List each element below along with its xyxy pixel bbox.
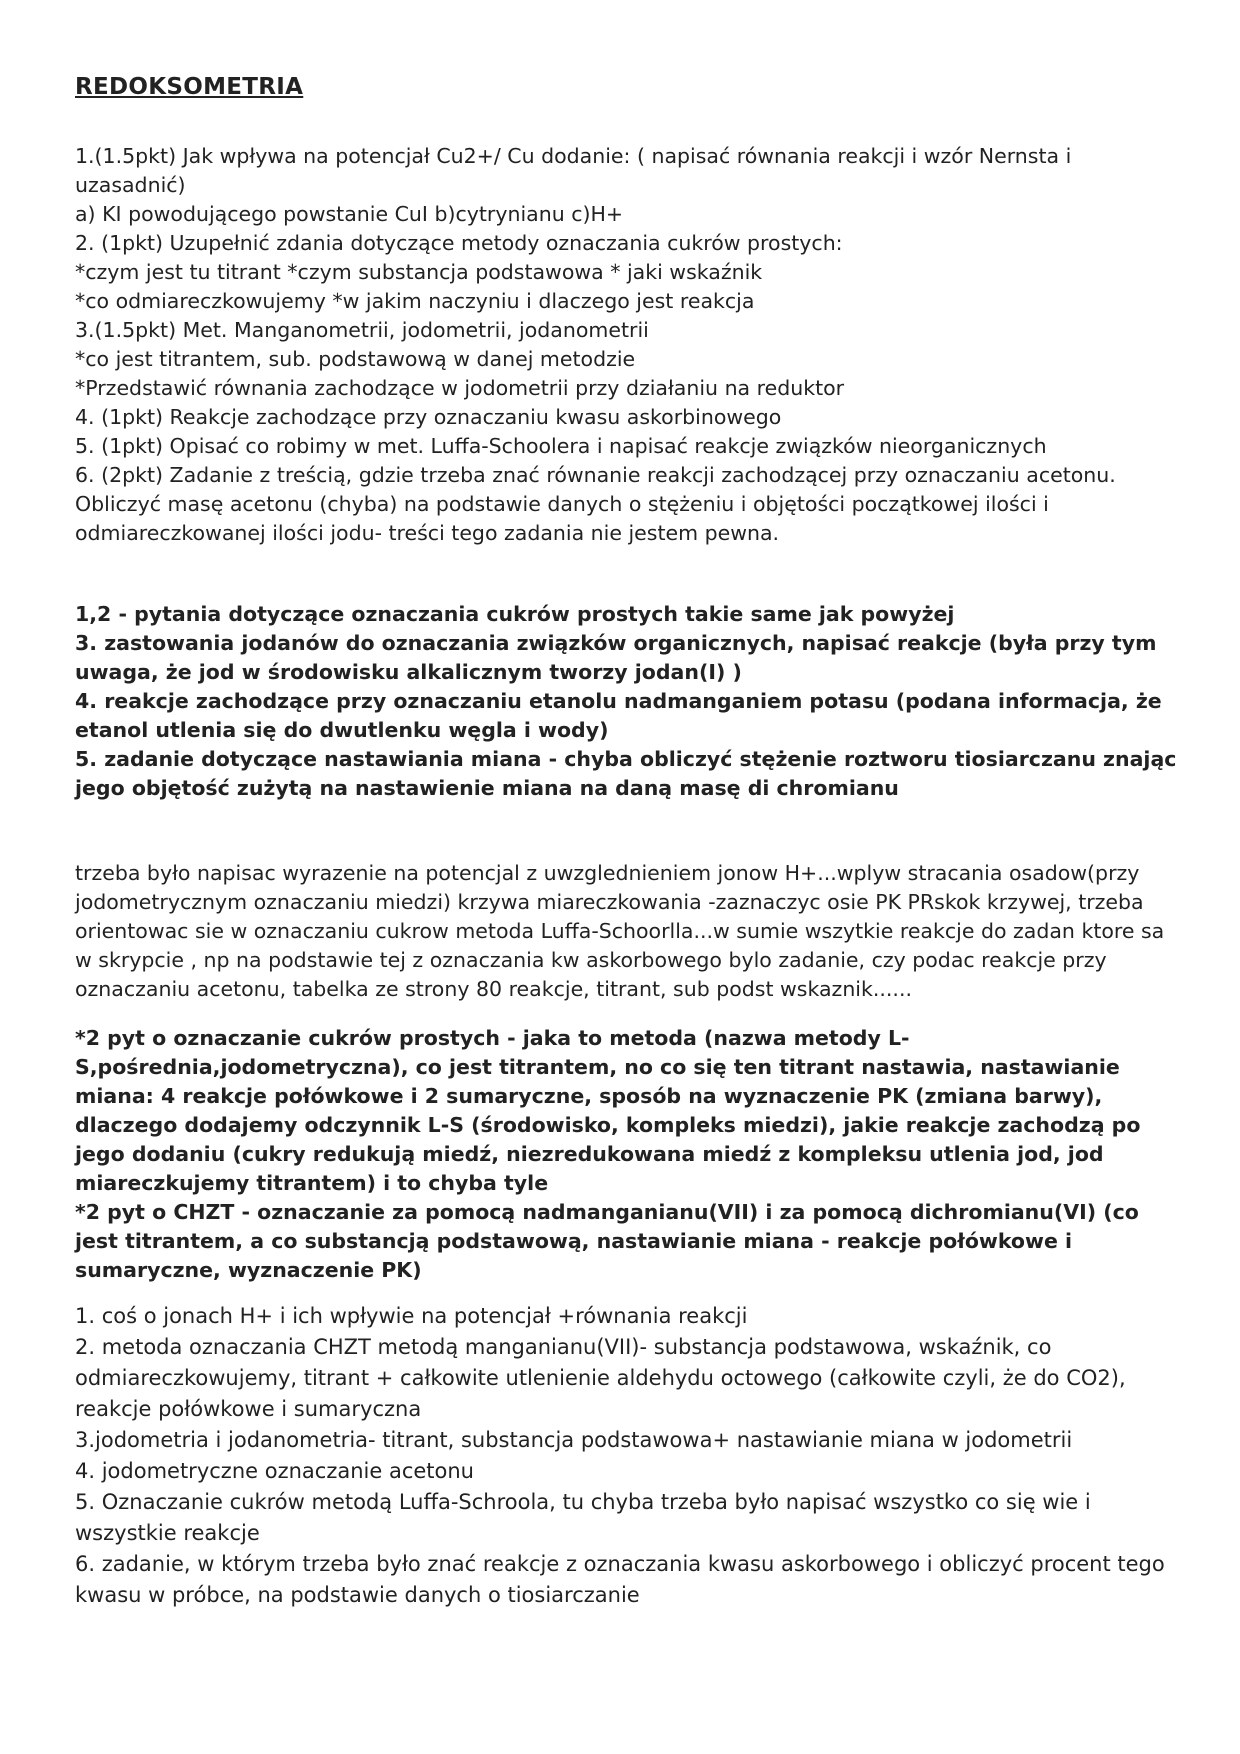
question-line: 4. reakcje zachodzące przy oznaczaniu etanolu nadmanganiem potasu (podana informacja, że etanol utlenia się do dwutlenku węgla i wody) — [75, 689, 1162, 742]
question-line: 2. (1pkt) Uzupełnić zdania dotyczące metody oznaczania cukrów prostych: — [75, 231, 843, 255]
exam-notes-paragraph — [75, 859, 1180, 1004]
question-line: 4. jodometryczne oznaczanie acetonu — [75, 1459, 474, 1483]
question-line: 6. (2pkt) Zadanie z treścią, gdzie trzeba znać równanie reakcji zachodzącej przy oznaczaniu acetonu. Obliczyć masę acetonu (chyba) na podstawie danych o stężeniu i objętości początkowej ilości i odmiareczkowanej ilości jodu- treści tego zadania nie jestem pewna. — [75, 463, 1116, 545]
question-line: 2. metoda oznaczania CHZT metodą manganianu(VII)- substancja podstawowa, wskaźnik, co odmiareczkowujemy, titrant + całkowite utlenienie aldehydu octowego (całkowite czyli, że do CO2), reakcje połówkowe i sumaryczna — [75, 1335, 1126, 1421]
question-line: 4. (1pkt) Reakcje zachodzące przy oznaczaniu kwasu askorbinowego — [75, 405, 782, 429]
exam-questions-list-1 — [75, 142, 1180, 548]
question-line: a) KI powodującego powstanie CuI b)cytrynianu c)H+ — [75, 202, 624, 226]
question-line: *2 pyt o oznaczanie cukrów prostych - jaka to metoda (nazwa metody L-S,pośrednia,jodometryczna), co jest titrantem, no co się ten titrant nastawia, nastawianie miana: 4 reakcje połówkowe i 2 sumaryczne, sposób na wyznaczenie PK (zmiana barwy), dlaczego dodajemy odczynnik L-S (środowisko, kompleks miedzi), jakie reakcje zachodzą po jego dodaniu (cukry redukują miedź, niezredukowana miedź z kompleksu utlenia jod, jod miareczkujemy titrantem) i to chyba tyle — [75, 1026, 1141, 1195]
question-line: 1,2 - pytania dotyczące oznaczania cukrów prostych takie same jak powyżej — [75, 602, 955, 626]
question-line: 3. zastowania jodanów do oznaczania związków organicznych, napisać reakcje (była przy tym uwaga, że jod w środowisku alkalicznym tworzy jodan(I) ) — [75, 631, 1157, 684]
question-line: 1.(1.5pkt) Jak wpływa na potencjał Cu2+/ Cu dodanie: ( napisać równania reakcji i wzór Nernsta i uzasadnić) — [75, 144, 1072, 197]
question-line: 1. coś o jonach H+ i ich wpływie na potencjał +równania reakcji — [75, 1304, 748, 1328]
document-title: REDOKSOMETRIA — [75, 74, 304, 100]
exam-questions-list-5 — [75, 1301, 1180, 1611]
question-line: *2 pyt o CHZT - oznaczanie za pomocą nadmanganianu(VII) i za pomocą dichromianu(VI) (co jest titrantem, a co substancją podstawową, nastawianie miana - reakcje połówkowe i sumaryczne, wyznaczenie PK) — [75, 1200, 1139, 1282]
question-line: 5. zadanie dotyczące nastawiania miana - chyba obliczyć stężenie roztworu tiosiarczanu znając jego objętość zużytą na nastawienie miana na daną masę di chromianu — [75, 747, 1177, 800]
question-line: 3.jodometria i jodanometria- titrant, substancja podstawowa+ nastawianie miana w jodometrii — [75, 1428, 1073, 1452]
question-line: 6. zadanie, w którym trzeba było znać reakcje z oznaczania kwasu askorbowego i obliczyć procent tego kwasu w próbce, na podstawie danych o tiosiarczanie — [75, 1552, 1165, 1607]
question-line: 5. Oznaczanie cukrów metodą Luffa-Schroola, tu chyba trzeba było napisać wszystko co się wie i wszystkie reakcje — [75, 1490, 1091, 1545]
exam-questions-list-2 — [75, 600, 1180, 803]
question-line: *co jest titrantem, sub. podstawową w danej metodzie — [75, 347, 636, 371]
question-line: *co odmiareczkowujemy *w jakim naczyniu i dlaczego jest reakcja — [75, 289, 755, 313]
exam-questions-list-4 — [75, 1024, 1180, 1285]
notes-text: trzeba było napisac wyrazenie na potencjal z uwzglednieniem jonow H+...wplyw stracania osadow(przy jodometrycznym oznaczaniu miedzi) krzywa miareczkowania -zaznaczyc osie PK PRskok krzywej, trzeba orientowac sie w oznaczaniu cukrow metoda Luffa-Schoorlla...w sumie wszytkie reakcje do zadan ktore sa w skrypcie , np na podstawie tej z oznaczania kw askorbowego bylo zadanie, czy podac reakcje przy oznaczaniu acetonu, tabelka ze strony 80 reakcje, titrant, sub podst wskaznik...... — [75, 861, 1165, 1001]
question-line: *Przedstawić równania zachodzące w jodometrii przy działaniu na reduktor — [75, 376, 845, 400]
question-line: 5. (1pkt) Opisać co robimy w met. Luffa-Schoolera i napisać reakcje związków nieorganicznych — [75, 434, 1047, 458]
question-line: *czym jest tu titrant *czym substancja podstawowa * jaki wskaźnik — [75, 260, 763, 284]
question-line: 3.(1.5pkt) Met. Manganometrii, jodometrii, jodanometrii — [75, 318, 649, 342]
